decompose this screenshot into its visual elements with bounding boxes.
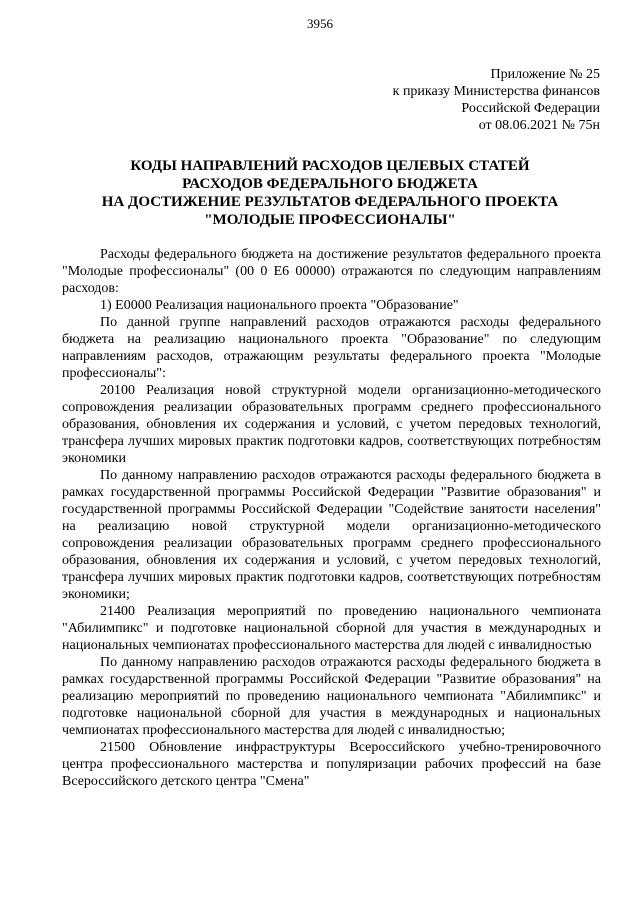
paragraph-intro: Расходы федерального бюджета на достижение результатов федерального проекта "Молодые профессионалы" (00 0 E6 00000) отражаются по следующим направлениям расходов: [62,247,601,296]
title-line: КОДЫ НАПРАВЛЕНИЙ РАСХОДОВ ЦЕЛЕВЫХ СТАТЕЙ [130,158,530,174]
annex-line: к приказу Министерства финансов [392,84,600,99]
paragraph-group-heading: 1) E0000 Реализация национального проекта "Образование" [100,298,459,313]
annex-line: Приложение № 25 [490,67,600,82]
annex-line: от 08.06.2021 № 75н [478,118,600,133]
paragraph: По данному направлению расходов отражаются расходы федерального бюджета в рамках государственной программы Российской Федерации "Развитие образования" на реализацию мероприятий по проведению национального чемпионата "Абилимпикс" и подготовке национальной сборной для участия в международных и национальных чемпионатах профессионального мастерства для людей с инвалидностью; [62,655,601,738]
document-title [50,157,610,229]
paragraph-code-20100: 20100 Реализация новой структурной модели организационно-методического сопровождения реализации образовательных программ среднего профессионального образования, обновления их содержания и условий, с учетом передовых технологий, трансфера лучших мировых практик подготовки кадров, соответствующих потребностям экономики [62,383,601,466]
page-number: 3956 [307,16,333,31]
annex-header [340,66,600,134]
title-line: РАСХОДОВ ФЕДЕРАЛЬНОГО БЮДЖЕТА [182,176,478,192]
paragraph: По данному направлению расходов отражаются расходы федерального бюджета в рамках государственной программы Российской Федерации "Развитие образования" и государственной программы Российской Федерации "Содействие занятости населения" на реализацию новой структурной модели организационно-методического сопровождения реализации образовательных программ среднего профессионального образования, обновления их содержания и условий, с учетом передовых технологий, трансфера лучших мировых практик подготовки кадров, соответствующих потребностям экономики; [62,468,601,602]
paragraph-code-21400: 21400 Реализация мероприятий по проведению национального чемпионата "Абилимпикс" и подготовке национальной сборной для участия в международных и национальных чемпионатах профессионального мастерства для людей с инвалидностью [62,604,601,653]
title-line: НА ДОСТИЖЕНИЕ РЕЗУЛЬТАТОВ ФЕДЕРАЛЬНОГО ПРОЕКТА [101,194,559,210]
paragraph-code-21500: 21500 Обновление инфраструктуры Всероссийского учебно-тренировочного центра профессионального мастерства и популяризации рабочих профессий на базе Всероссийского детского центра "Смена" [62,740,601,789]
annex-line: Российской Федерации [461,101,600,116]
document-body [62,246,601,790]
paragraph: По данной группе направлений расходов отражаются расходы федерального бюджета на реализацию национального проекта "Образование" по следующим направлениям расходов, отражающим результаты федерального проекта "Молодые профессионалы": [62,315,601,381]
title-line: "МОЛОДЫЕ ПРОФЕССИОНАЛЫ" [204,212,456,228]
